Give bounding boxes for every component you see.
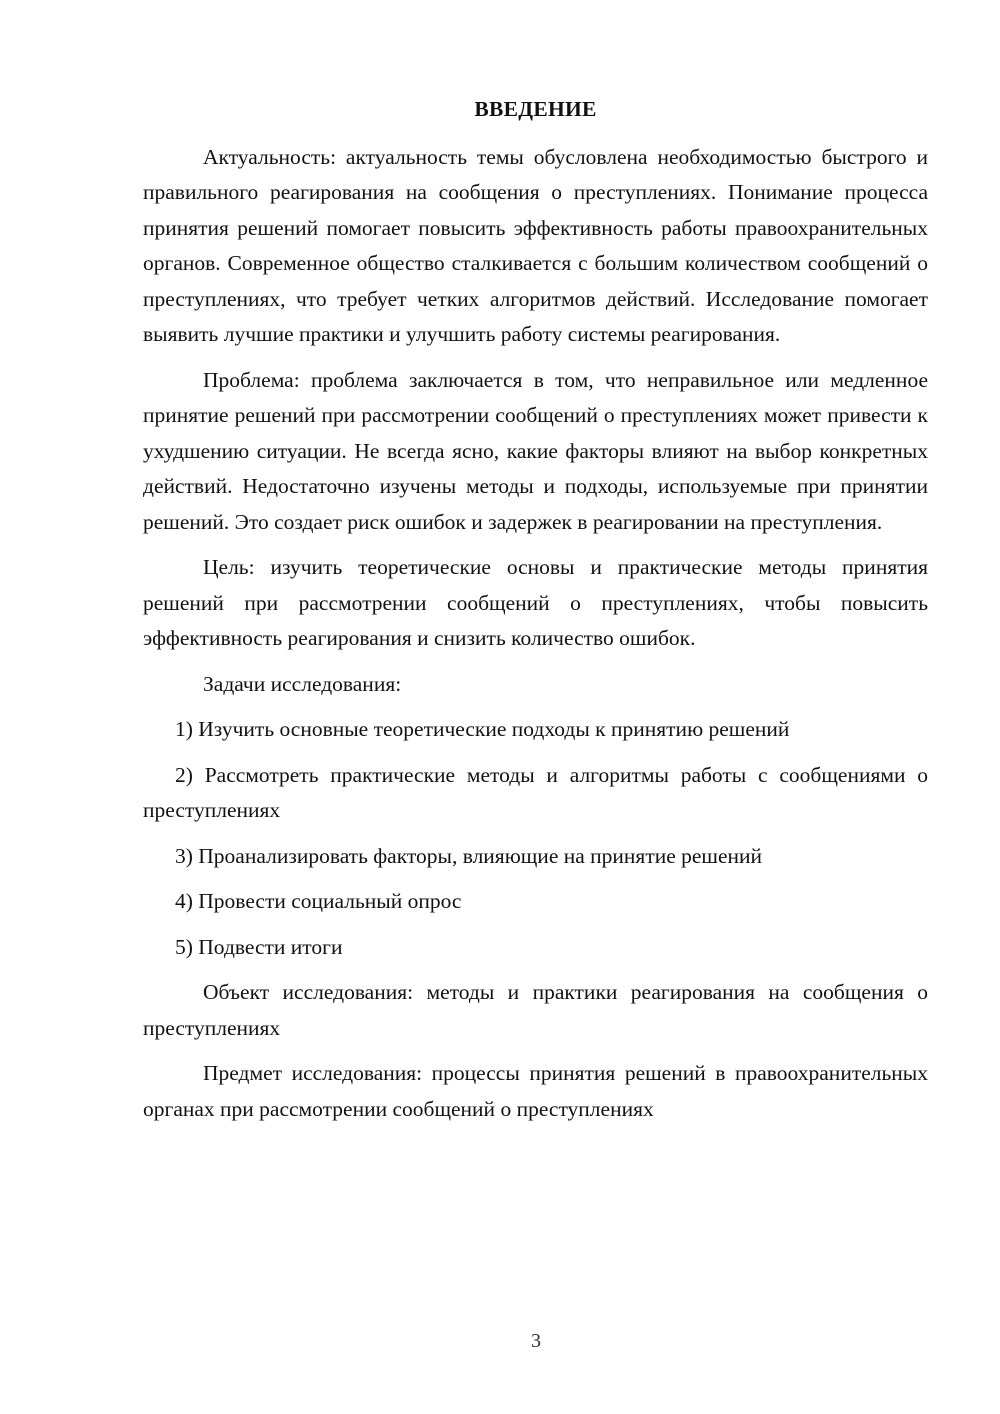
- problem-paragraph: Проблема: проблема заключается в том, что неправильное или медленное принятие решений при рассмотрении сообщений о преступлениях может привести к ухудшению ситуации. Не всегда ясно, какие факторы влияют на выбор конкретных действий. Недостаточно изучены методы и подходы, используемые при принятии решений. Это создает риск ошибок и задержек в реагировании на преступления.: [143, 367, 928, 534]
- relevance-paragraph: Актуальность: актуальность темы обусловлена необходимостью быстрого и правильного реагирования на сообщения о преступлениях. Понимание процесса принятия решений помогает повысить эффективность работы правоохранительных органов. Современное общество сталкивается с большим количеством сообщений о преступлениях, что требует четких алгоритмов действий. Исследование помогает выявить лучшие практики и улучшить работу системы реагирования.: [143, 144, 928, 346]
- page-number: 3: [531, 1330, 541, 1352]
- task-item-3: 3) Проанализировать факторы, влияющие на принятие решений: [175, 843, 763, 868]
- section-title: ВВЕДЕНИЕ: [474, 97, 597, 121]
- task-item-4: 4) Провести социальный опрос: [175, 889, 462, 913]
- task-item-1: 1) Изучить основные теоретические подходы к принятию решений: [175, 717, 790, 741]
- tasks-heading: Задачи исследования:: [203, 671, 402, 696]
- goal-paragraph: Цель: изучить теоретические основы и практические методы принятия решений при рассмотрении сообщений о преступлениях, чтобы повысить эффективность реагирования и снизить количество ошибок.: [143, 555, 928, 650]
- task-item-2: 2) Рассмотреть практические методы и алгоритмы работы с сообщениями о преступлениях: [143, 762, 928, 822]
- subject-paragraph: Предмет исследования: процессы принятия решений в правоохранительных органах при рассмотрении сообщений о преступлениях: [143, 1061, 928, 1121]
- task-item-5: 5) Подвести итоги: [175, 934, 343, 959]
- page-content: [143, 92, 928, 1137]
- object-paragraph: Объект исследования: методы и практики реагирования на сообщения о преступлениях: [143, 980, 928, 1040]
